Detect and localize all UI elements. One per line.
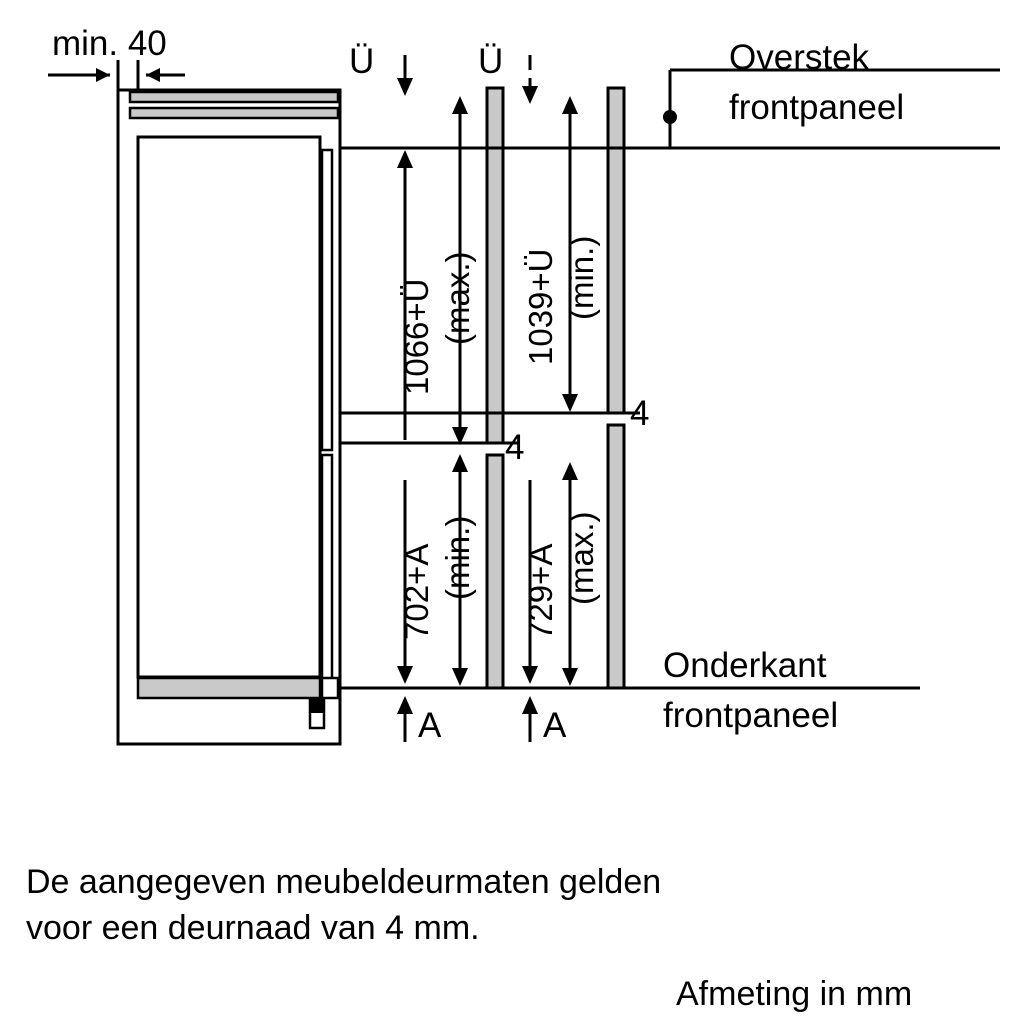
label-a-left: A [418,706,442,745]
note-unit: Afmeting in mm [676,975,913,1013]
dim-upper-min-value: 1039+Ü [522,248,559,365]
note-line-2: voor een deurnaad van 4 mm. [26,909,480,947]
dim-lower-min-value: 702+A [398,543,435,640]
label-overstek-frontpaneel: frontpaneel [729,88,905,127]
appliance-outline [118,90,340,744]
label-overstek: Overstek [729,38,870,77]
label-onderkant-frontpaneel: frontpaneel [663,696,839,735]
dim-upper-max-value: 1066+Ü [398,278,435,395]
dim-upper-max-qualifier: (max.) [439,251,476,345]
min40-dimension [48,60,185,92]
u-left-arrow [397,55,413,96]
dim-upper-min-qualifier: (min.) [563,235,600,320]
label-min-40: min. 40 [52,24,167,63]
label-onderkant: Onderkant [663,646,827,685]
dim-lower-min-qualifier: (min.) [439,515,476,600]
dim-lower-max-value: 729+A [522,543,559,640]
label-gap-right: 4 [630,394,650,433]
label-u-right: Ü [478,42,504,81]
label-a-right: A [543,706,567,745]
dim-lower-max-qualifier: (max.) [563,511,600,605]
label-gap-left: 4 [505,428,525,467]
note-line-1: De aangegeven meubeldeurmaten gelden [26,863,662,901]
label-u-left: Ü [349,42,375,81]
